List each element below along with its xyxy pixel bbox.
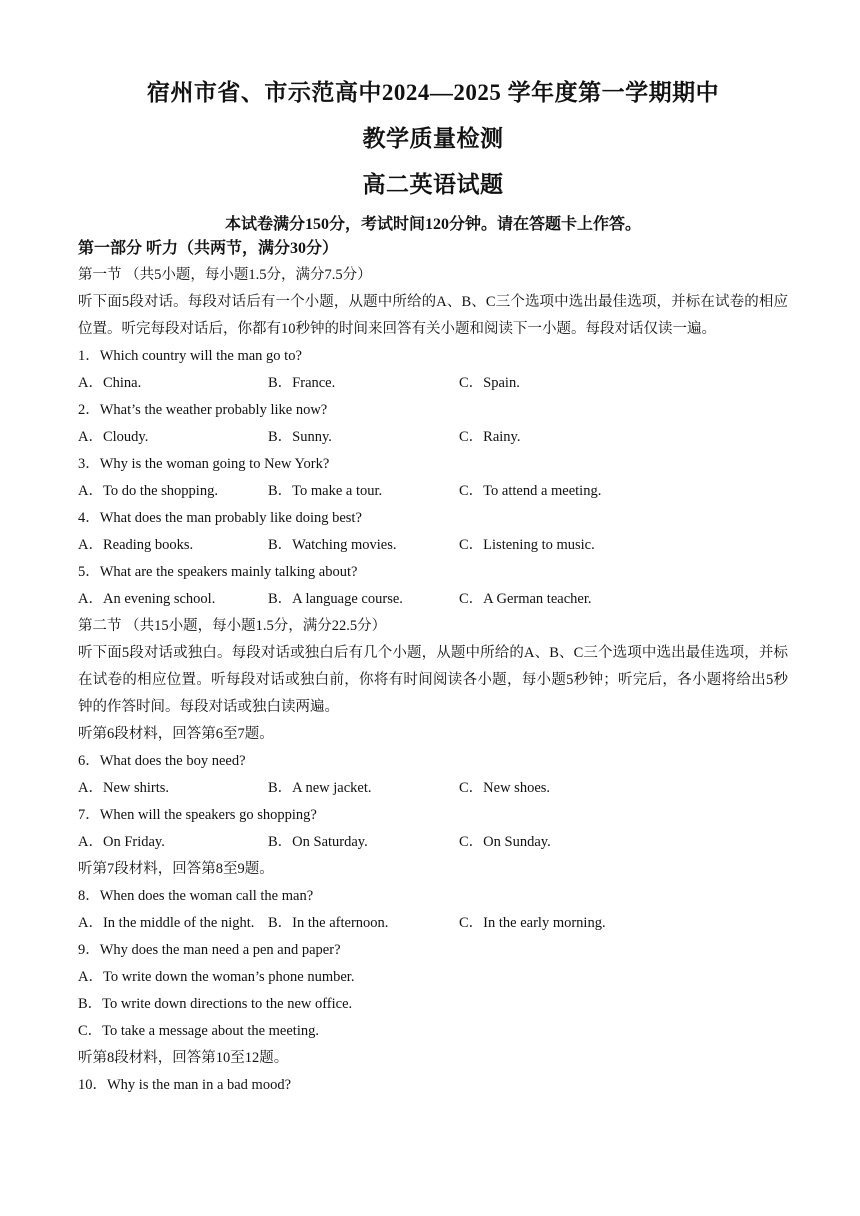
question-block-8 (78, 883, 788, 937)
section2-heading: 第二节 （共15小题，每小题1.5分，满分22.5分） (78, 618, 387, 634)
exam-title-line-3: 高二英语试题 (362, 172, 504, 197)
question-text: 3．Why is the woman going to New York? (78, 456, 330, 472)
question-block-5 (78, 559, 788, 613)
option-c: C．In the early morning. (459, 915, 606, 931)
option-c: C．Rainy. (459, 429, 521, 445)
option-b: B．France. (268, 375, 336, 391)
option-b: B．On Saturday. (268, 834, 368, 850)
option-c: C．Spain. (459, 375, 520, 391)
section2-instructions: 听下面5段对话或独白。每段对话或独白后有几个小题，从题中所给的A、B、C三个选项中选出最佳选项，并标在试卷的相应位置。听每段对话或独白前，你将有时间阅读各小题，每小题5秒钟；听完后，各小题将给出5秒钟的作答时间。每段对话或独白读两遍。 (78, 645, 788, 715)
question-text: 1．Which country will the man go to? (78, 348, 302, 364)
option-a: A．To do the shopping. (78, 483, 218, 499)
question-block-6 (78, 748, 788, 802)
question-text: 6．What does the boy need? (78, 753, 246, 769)
option-a: A．Cloudy. (78, 429, 149, 445)
option-c: C．To attend a meeting. (459, 483, 602, 499)
part1-heading: 第一部分 听力（共两节，满分30分） (78, 240, 339, 257)
exam-page (78, 70, 788, 1099)
exam-title-line-2: 教学质量检测 (362, 126, 504, 151)
exam-info: 本试卷满分150分，考试时间120分钟。请在答题卡上作答。 (224, 216, 641, 233)
question-block-4 (78, 505, 788, 559)
option-c: C．A German teacher. (459, 591, 592, 607)
question-text: 7．When will the speakers go shopping? (78, 807, 317, 823)
option-b: B．Sunny. (268, 429, 332, 445)
option-b: B．To write down directions to the new office. (78, 996, 353, 1012)
option-row (78, 586, 788, 613)
option-row (78, 532, 788, 559)
question-text: 8．When does the woman call the man? (78, 888, 314, 904)
option-c: C．New shoes. (459, 780, 551, 796)
section1-heading: 第一节 （共5小题，每小题1.5分，满分7.5分） (78, 267, 372, 283)
question-text: 4．What does the man probably like doing best? (78, 510, 362, 526)
material-7-label: 听第7段材料，回答第8至9题。 (78, 861, 274, 877)
option-a: A．New shirts. (78, 780, 170, 796)
option-a: A．An evening school. (78, 591, 216, 607)
option-row (78, 424, 788, 451)
option-a: A．Reading books. (78, 537, 194, 553)
option-row (78, 775, 788, 802)
exam-title-line-1: 宿州市省、市示范高中2024—2025 学年度第一学期期中 (146, 80, 720, 105)
option-row (78, 478, 788, 505)
question-block-3 (78, 451, 788, 505)
question-text: 5．What are the speakers mainly talking about? (78, 564, 358, 580)
question-block-9 (78, 937, 788, 1045)
option-a: A．On Friday. (78, 834, 165, 850)
option-b: B．In the afternoon. (268, 915, 389, 931)
option-b: B．A new jacket. (268, 780, 372, 796)
question-block-2 (78, 397, 788, 451)
option-a: A．In the middle of the night. (78, 915, 255, 931)
option-a: A．China. (78, 375, 142, 391)
option-row (78, 829, 788, 856)
question-block-1 (78, 343, 788, 397)
question-block-7 (78, 802, 788, 856)
question-10-text: 10．Why is the man in a bad mood? (78, 1077, 292, 1093)
option-b: B．To make a tour. (268, 483, 383, 499)
option-c: C．On Sunday. (459, 834, 551, 850)
option-a: A．To write down the woman’s phone number. (78, 969, 355, 985)
option-c: C．Listening to music. (459, 537, 595, 553)
option-row (78, 370, 788, 397)
material-6-label: 听第6段材料，回答第6至7题。 (78, 726, 274, 742)
option-c: C．To take a message about the meeting. (78, 1023, 319, 1039)
question-text: 9．Why does the man need a pen and paper? (78, 942, 341, 958)
section1-instructions: 听下面5段对话。每段对话后有一个小题，从题中所给的A、B、C三个选项中选出最佳选项，并标在试卷的相应位置。听完每段对话后，你都有10秒钟的时间来回答有关小题和阅读下一小题。每段对话仅读一遍。 (78, 294, 788, 337)
material-8-label: 听第8段材料，回答第10至12题。 (78, 1050, 289, 1066)
option-row (78, 910, 788, 937)
option-b: B．A language course. (268, 591, 403, 607)
option-b: B．Watching movies. (268, 537, 397, 553)
question-text: 2．What’s the weather probably like now? (78, 402, 328, 418)
